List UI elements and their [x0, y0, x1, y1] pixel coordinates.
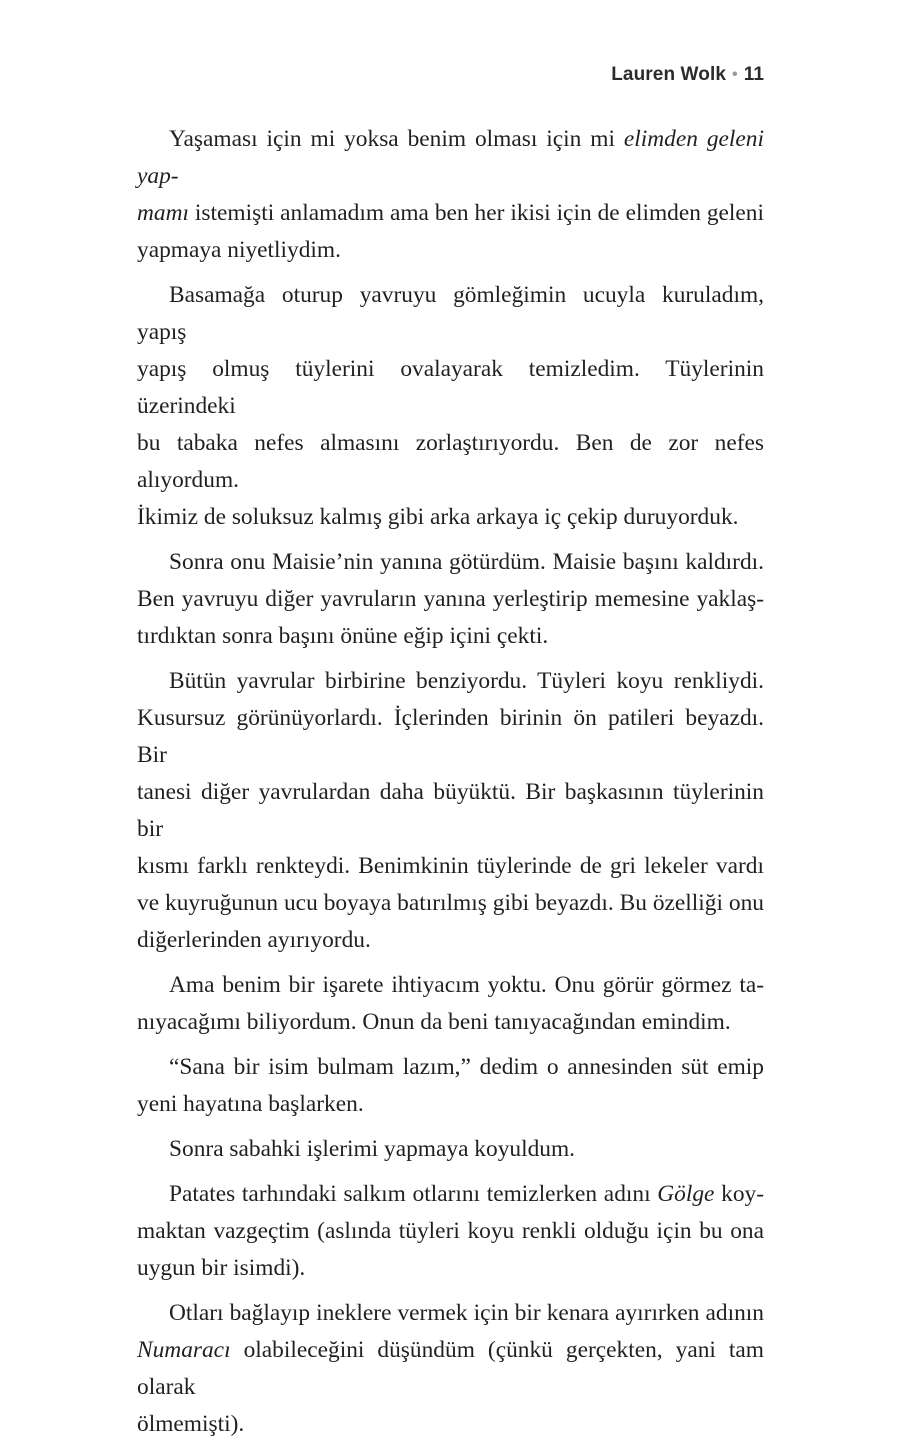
text-segment: uygun bir isimdi).: [137, 1255, 306, 1281]
text-segment: istemişti anlamadım ama ben her ikisi için de elimden geleni: [188, 200, 764, 226]
text-segment: Ama benim bir işarete ihtiyacım yoktu. Onu görür görmez ta-: [169, 972, 764, 998]
running-head: [611, 64, 764, 86]
text-line: [137, 700, 764, 774]
text-line: [137, 121, 764, 195]
text-segment: yapmaya niyetliydim.: [137, 237, 341, 263]
paragraph: [137, 1295, 764, 1443]
text-line: [137, 1086, 764, 1123]
italic-text: Numaracı: [137, 1337, 231, 1363]
text-line: [137, 232, 764, 269]
author-name: Lauren Wolk: [611, 64, 726, 85]
italic-text: Gölge: [657, 1181, 715, 1207]
text-segment: Basamağa oturup yavruyu gömleğimin ucuyla kuruladım, yapış: [137, 282, 764, 345]
text-line: [137, 499, 764, 536]
body-text: [137, 121, 764, 1451]
text-line: [137, 663, 764, 700]
text-segment: İkimiz de soluksuz kalmış gibi arka arkaya iç çekip duruyorduk.: [137, 504, 739, 530]
paragraph: [137, 1131, 764, 1168]
text-line: [137, 544, 764, 581]
text-segment: ve kuyruğunun ucu boyaya batırılmış gibi beyazdı. Bu özelliği onu: [137, 890, 764, 916]
text-segment: ölmemişti).: [137, 1411, 245, 1437]
italic-text: mamı: [137, 200, 189, 226]
text-line: [137, 774, 764, 848]
text-line: [137, 1131, 764, 1168]
italic-text: elimden geleni yap-: [137, 126, 764, 189]
paragraph: [137, 121, 764, 269]
text-segment: Kusursuz görünüyorlardı. İçlerinden birinin ön patileri beyazdı. Bir: [137, 705, 764, 768]
text-line: [137, 1004, 764, 1041]
text-segment: yapış olmuş tüylerini ovalayarak temizledim. Tüylerinin üzerindeki: [137, 356, 764, 419]
text-line: [137, 1332, 764, 1406]
text-line: [137, 885, 764, 922]
text-line: [137, 351, 764, 425]
text-segment: tırdıktan sonra başını önüne eğip içini çekti.: [137, 623, 549, 649]
paragraph: [137, 967, 764, 1041]
text-segment: yeni hayatına başlarken.: [137, 1091, 364, 1117]
text-segment: kısmı farklı renkteydi. Benimkinin tüylerinde de gri lekeler vardı: [137, 853, 764, 879]
paragraph: [137, 1049, 764, 1123]
text-line: [137, 1295, 764, 1332]
text-segment: Yaşaması için mi yoksa benim olması için mi: [169, 126, 624, 152]
page-number: 11: [743, 64, 764, 85]
text-segment: Otları bağlayıp ineklere vermek için bir kenara ayırırken adının: [169, 1300, 764, 1326]
text-line: [137, 1406, 764, 1443]
text-segment: Patates tarhındaki salkım otlarını temizlerken adını: [169, 1181, 658, 1207]
text-line: [137, 967, 764, 1004]
text-segment: koy-: [714, 1181, 764, 1207]
text-segment: maktan vazgeçtim (aslında tüyleri koyu renkli olduğu için bu ona: [137, 1218, 764, 1244]
text-line: [137, 195, 764, 232]
text-line: [137, 277, 764, 351]
text-line: [137, 1049, 764, 1086]
text-line: [137, 425, 764, 499]
text-line: [137, 581, 764, 618]
text-segment: Sonra sabahki işlerimi yapmaya koyuldum.: [169, 1136, 576, 1162]
text-segment: diğerlerinden ayırıyordu.: [137, 927, 371, 953]
paragraph: [137, 1176, 764, 1287]
text-line: [137, 1176, 764, 1213]
text-segment: “Sana bir isim bulmam lazım,” dedim o annesinden süt emip: [169, 1054, 764, 1080]
text-segment: tanesi diğer yavrulardan daha büyüktü. Bir başkasının tüylerinin bir: [137, 779, 764, 842]
text-segment: nıyacağımı biliyordum. Onun da beni tanıyacağından emindim.: [137, 1009, 731, 1035]
paragraph: [137, 544, 764, 655]
text-segment: Bütün yavrular birbirine benziyordu. Tüyleri koyu renkliydi.: [169, 668, 764, 694]
text-segment: Ben yavruyu diğer yavruların yanına yerleştirip memesine yaklaş-: [137, 586, 764, 612]
paragraph: [137, 277, 764, 536]
text-segment: Sonra onu Maisie’nin yanına götürdüm. Maisie başını kaldırdı.: [169, 549, 764, 575]
text-segment: bu tabaka nefes almasını zorlaştırıyordu. Ben de zor nefes alıyordum.: [137, 430, 764, 493]
text-line: [137, 848, 764, 885]
text-line: [137, 1213, 764, 1250]
text-line: [137, 922, 764, 959]
text-line: [137, 1250, 764, 1287]
text-segment: olabileceğini düşündüm (çünkü gerçekten, yani tam olarak: [137, 1337, 764, 1400]
text-line: [137, 618, 764, 655]
header-separator: •: [732, 66, 738, 83]
paragraph: [137, 663, 764, 959]
